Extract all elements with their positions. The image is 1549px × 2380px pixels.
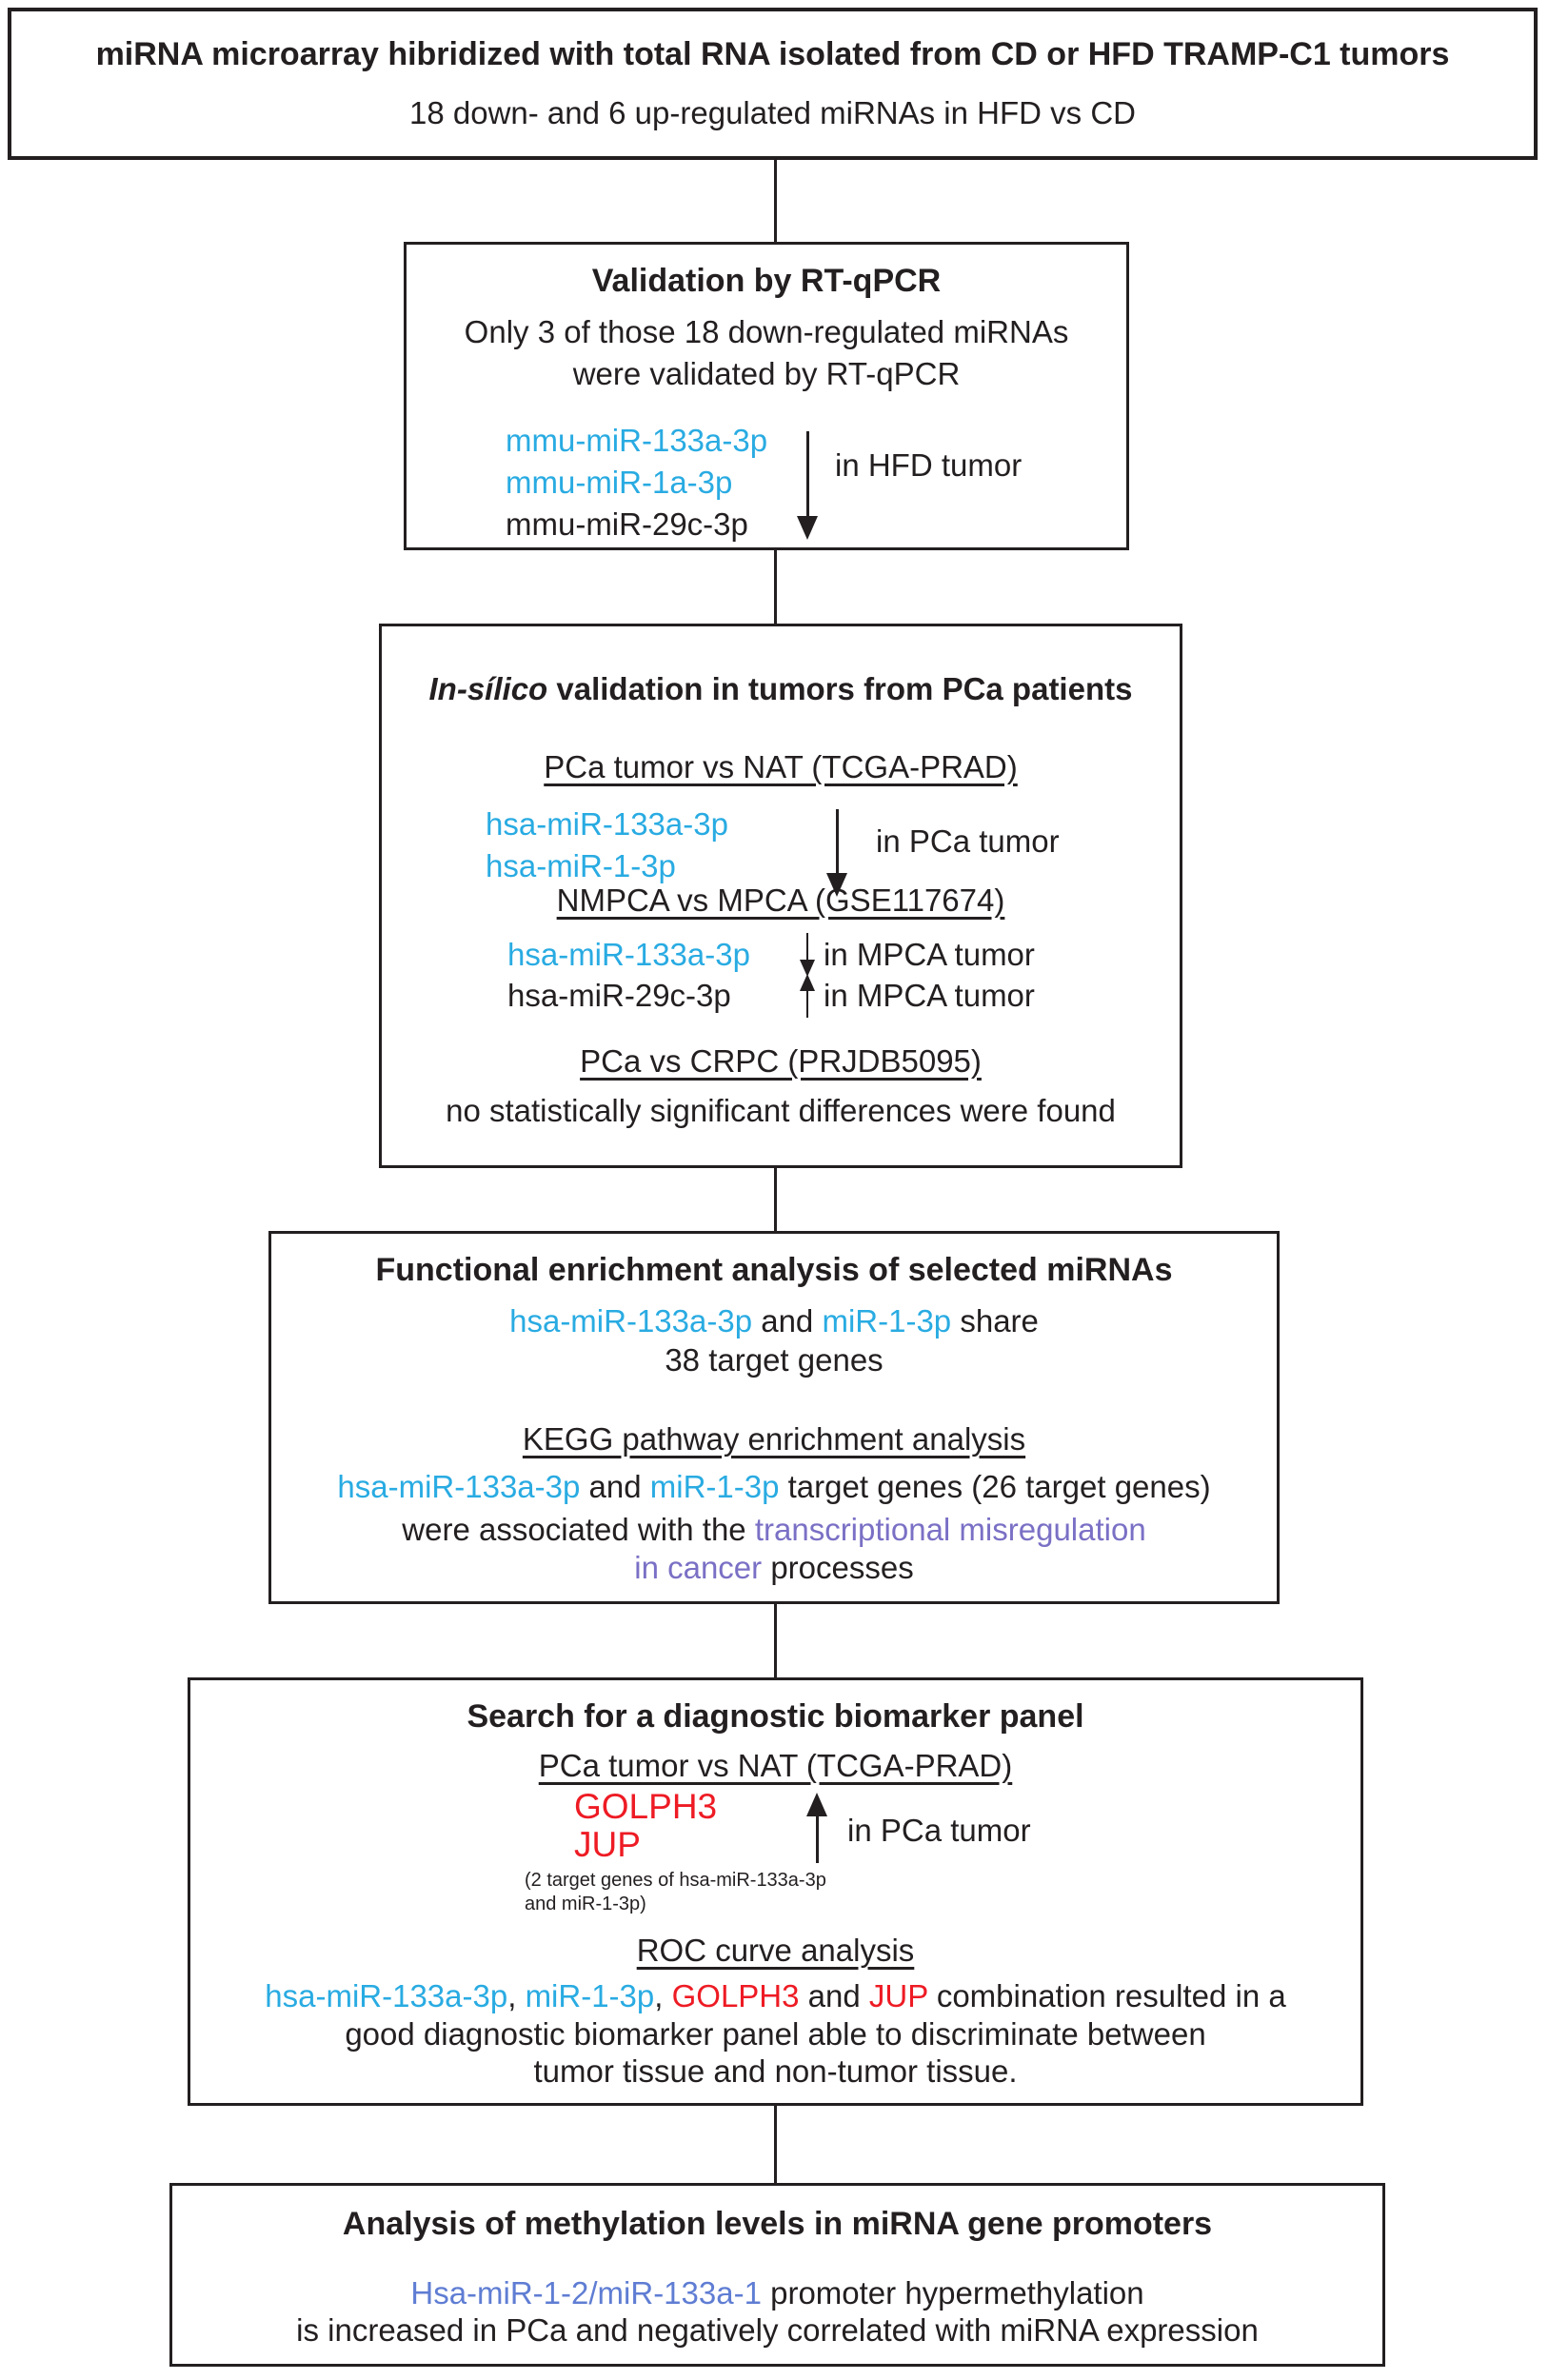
biomarker-arrow-label: in PCa tumor [847, 1813, 1031, 1848]
roc-line1 [190, 1977, 1360, 2015]
insilico-title-rest: validation in tumors from PCa patients [547, 671, 1133, 706]
arrow-stem [806, 431, 809, 525]
arrow-head [800, 974, 815, 991]
kegg-line3-black: processes [762, 1550, 914, 1585]
share-and: and [752, 1303, 823, 1339]
insilico-box [379, 624, 1182, 1168]
biomarker-note-line2: and miR-1-3p) [525, 1894, 646, 1914]
kegg-line3-purple: in cancer [634, 1550, 763, 1585]
methylation-box [169, 2183, 1385, 2367]
tcga-heading: PCa tumor vs NAT (TCGA-PRAD) [544, 749, 1018, 784]
share-mirna-2: miR-1-3p [822, 1303, 952, 1339]
biomarker-title: Search for a diagnostic biomarker panel [467, 1698, 1084, 1735]
hfd-down-arrow-icon [797, 431, 818, 540]
connector-line-2 [774, 548, 777, 625]
kegg-line3 [271, 1549, 1277, 1587]
insilico-title-italic: In-sílico [428, 671, 548, 706]
kegg-mirna-1: hsa-miR-133a-3p [337, 1469, 581, 1504]
roc-line3: tumor tissue and non-tumor tissue. [533, 2053, 1018, 2089]
methylation-line2: is increased in PCa and negatively correlated with miRNA expression [296, 2312, 1259, 2348]
kegg-mirna-2: miR-1-3p [649, 1469, 780, 1504]
kegg-and: and [580, 1469, 650, 1504]
biomarker-tcga-heading: PCa tumor vs NAT (TCGA-PRAD) [538, 1748, 1013, 1783]
share-mirna-1: hsa-miR-133a-3p [509, 1303, 753, 1339]
methylation-line1-rest: promoter hypermethylation [761, 2275, 1144, 2311]
roc-gene-1: GOLPH3 [671, 1978, 800, 2013]
mpca-down-arrow-icon [798, 933, 817, 977]
gse-row2-label: in MPCA tumor [824, 978, 1035, 1013]
biomarker-box [188, 1677, 1363, 2106]
share-rest: share [951, 1303, 1039, 1339]
roc-sep1: , [507, 1978, 526, 2013]
roc-mirna-1: hsa-miR-133a-3p [265, 1978, 508, 2013]
arrow-head [806, 1793, 827, 1816]
roc-heading: ROC curve analysis [636, 1933, 915, 1968]
biomarker-note-line1: (2 target genes of hsa-miR-133a-3p [525, 1870, 826, 1891]
gene-jup: JUP [574, 1825, 641, 1864]
tcga-arrow-label: in PCa tumor [876, 823, 1060, 859]
connector-line-4 [774, 1602, 777, 1679]
arrow-head [797, 516, 818, 540]
gse-row1-label: in MPCA tumor [824, 937, 1035, 972]
roc-sep2: , [654, 1978, 672, 2013]
pca-up-arrow-icon [806, 1793, 827, 1863]
mirna-mmu-29c: mmu-miR-29c-3p [506, 506, 748, 542]
kegg-line2 [271, 1511, 1277, 1549]
roc-mirna-2: miR-1-3p [525, 1978, 655, 2013]
rtqpcr-box [404, 242, 1129, 550]
insilico-title [382, 670, 1180, 708]
crpc-heading: PCa vs CRPC (PRJDB5095) [580, 1043, 982, 1079]
kegg-line1 [271, 1468, 1277, 1506]
gse-row1-mirna: hsa-miR-133a-3p [507, 937, 750, 972]
kegg-line2-black: were associated with the [402, 1512, 755, 1547]
mirna-mmu-133a: mmu-miR-133a-3p [506, 423, 768, 458]
connector-line-5 [774, 2104, 777, 2185]
share-line2: 38 target genes [665, 1342, 884, 1378]
microarray-subtitle: 18 down- and 6 up-regulated miRNAs in HFD vs CD [409, 95, 1136, 130]
mirna-hsa-1: hsa-miR-1-3p [486, 848, 676, 883]
crpc-body: no statistically significant differences were found [446, 1093, 1116, 1128]
connector-line-3 [774, 1166, 777, 1233]
roc-and: and [799, 1978, 869, 2013]
methylation-title: Analysis of methylation levels in miRNA gene promoters [342, 2206, 1213, 2242]
roc-gene-2: JUP [868, 1978, 928, 2013]
methylation-line1 [172, 2274, 1382, 2312]
enrichment-box [268, 1231, 1280, 1604]
connector-line-1 [774, 158, 777, 244]
enrichment-title: Functional enrichment analysis of selected miRNAs [375, 1252, 1173, 1288]
roc-line2: good diagnostic biomarker panel able to discriminate between [345, 2016, 1206, 2052]
arrow-stem [836, 809, 839, 882]
rtqpcr-mirna-list [506, 420, 767, 545]
tcga-mirna-list [486, 803, 728, 887]
rtqpcr-body-line1: Only 3 of those 18 down-regulated miRNAs [464, 314, 1069, 349]
microarray-box [8, 8, 1538, 160]
gse-row2-mirna: hsa-miR-29c-3p [507, 978, 731, 1013]
roc-rest: combination resulted in a [927, 1978, 1286, 2013]
kegg-line2-purple: transcriptional misregulation [754, 1512, 1146, 1547]
rtqpcr-title: Validation by RT-qPCR [591, 263, 942, 299]
mirna-hsa-133a: hsa-miR-133a-3p [486, 806, 728, 842]
rtqpcr-body-line2: were validated by RT-qPCR [572, 356, 961, 391]
methylation-promoter: Hsa-miR-1-2/miR-133a-1 [410, 2275, 762, 2311]
share-line1 [271, 1302, 1277, 1340]
gene-golph3: GOLPH3 [574, 1787, 718, 1826]
kegg-heading: KEGG pathway enrichment analysis [522, 1421, 1026, 1457]
gse-heading: NMPCA vs MPCA (GSE117674) [556, 883, 1005, 918]
kegg-rest: target genes (26 target genes) [779, 1469, 1211, 1504]
mirna-mmu-1a: mmu-miR-1a-3p [506, 465, 733, 500]
microarray-title: miRNA microarray hibridized with total RNA isolated from CD or HFD TRAMP-C1 tumors [95, 36, 1450, 72]
mpca-up-arrow-icon [798, 974, 817, 1018]
rtqpcr-arrow-label: in HFD tumor [835, 447, 1023, 483]
